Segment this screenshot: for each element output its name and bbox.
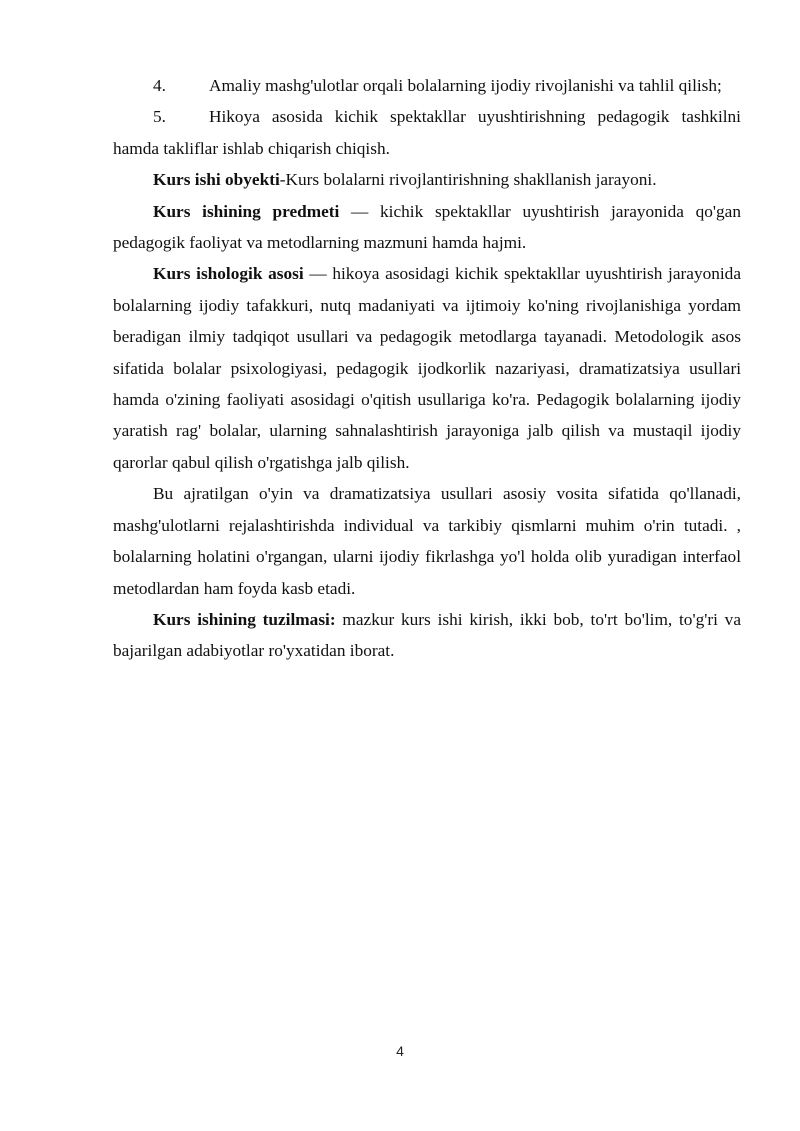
list-item-4 bbox=[113, 70, 741, 101]
list-item-text: Amaliy mashg'ulotlar orqali bolalarning ijodiy rivojlanishi va tahlil qilish; bbox=[209, 76, 722, 95]
paragraph-structure bbox=[113, 604, 741, 667]
document-page bbox=[113, 70, 741, 667]
paragraph-text: mazkur kurs ishi kirish, ikki bob, to'rt bo'lim, to'g'ri va bajarilgan adabiyotlar ro'yxatidan iborat. bbox=[113, 609, 741, 661]
paragraph-object bbox=[113, 164, 741, 195]
paragraph-text: Bu ajratilgan o'yin va dramatizatsiya usullari asosiy vosita sifatida qo'llanadi, mashg'ulotlarni rejalashtirishda individual va tarkibiy qismlarni muhim o'rin tutadi. , bolalarning holatini o'rgangan, ularni ijodiy fikrlashga yo'l holda olib yuradigan interfaol metodlardan ham foyda kasb etadi. bbox=[113, 484, 741, 598]
paragraph-label: Kurs ishining predmeti bbox=[153, 201, 340, 221]
list-item-number: 4. bbox=[153, 76, 166, 95]
paragraph-text: — hikoya asosidagi kichik spektakllar uyushtirish jarayonida bolalarning ijodiy tafakkuri, nutq madaniyati va ijtimoiy ko'ning rivojlanishiga yordam beradigan ilmiy tadqiqot usullari va pedagogik metodlarga tayanadi. Metodologik asos sifatida bolalar psixologiyasi, pedagogik ijodkorlik nazariyasi, dramatizatsiya usullari hamda o'zining faoliyati asosidagi o'qitish usullariga ko'ra. Pedagogik bolalarning ijodiy yaratish rag' bolalar, ularning sahnalashtirish jarayoniga jalb qilish va mustaqil ijodiy qarorlar qabul qilish o'rgatishga jalb qilish. bbox=[113, 264, 741, 472]
page-number: 4 bbox=[396, 1043, 404, 1059]
paragraph-label: Kurs ishi obyekti bbox=[153, 170, 280, 190]
paragraph-label: Kurs ishologik asosi bbox=[153, 264, 304, 284]
paragraph-text: -Kurs bolalarni rivojlantirishning shakllanish jarayoni. bbox=[279, 170, 657, 190]
list-item-5 bbox=[113, 101, 741, 164]
list-item-number: 5. bbox=[153, 107, 166, 127]
paragraph-label: Kurs ishining tuzilmasi: bbox=[153, 609, 336, 629]
paragraph-text: — kichik spektakllar uyushtirish jarayonida qo'gan pedagogik faoliyat va metodlarning mazmuni hamda hajmi. bbox=[113, 201, 741, 253]
list-item-text: Hikoya asosida kichik spektakllar uyushtirishning pedagogik tashkilni hamda takliflar ishlab chiqarish chiqish. bbox=[113, 107, 741, 158]
paragraph-basis bbox=[113, 258, 741, 478]
paragraph-subject bbox=[113, 196, 741, 259]
paragraph-methods bbox=[113, 478, 741, 604]
